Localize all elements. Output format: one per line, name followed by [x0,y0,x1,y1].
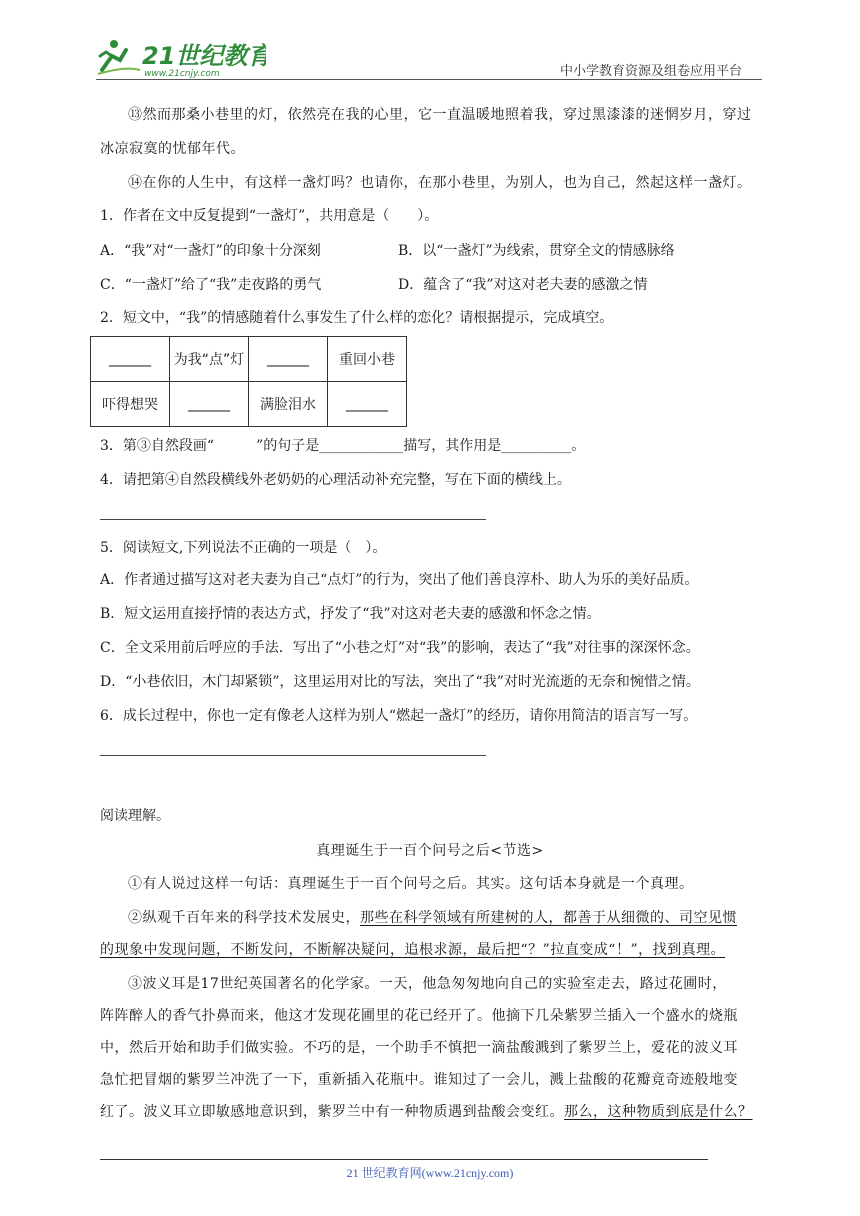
answer-line-q6[interactable] [100,755,486,756]
runner-logo-icon [98,40,140,74]
q5-option-d[interactable]: D．“小巷依旧，木门却紧锁”，这里运用对比的写法，突出了“我”对时光流逝的无奈和惋惜之情。 [100,674,700,690]
paragraph-3-line-4: 急忙把冒烟的紫罗兰冲洗了一下，重新插入花瓶中。谁知过了一会儿，溅上盐酸的花瓣竟奇迹般地变 [100,1072,738,1088]
q1-option-c[interactable]: C．“一盏灯”给了“我”走夜路的勇气 [100,277,322,293]
table-cell[interactable]: ______ [170,382,249,427]
question-6: 6．成长过程中，你也一定有像老人这样为别人“燃起一盏灯”的经历，请你用简洁的语言写一写。 [100,708,698,724]
table-cell[interactable]: ______ [328,382,407,427]
footer-text[interactable]: 21 世纪教育网(www.21cnjy.com) [346,1166,514,1180]
q5-option-b[interactable]: B．短文运用直接抒情的表达方式，抒发了“我”对这对老夫妻的感激和怀念之情。 [100,606,601,622]
table-cell: 吓得想哭 [91,382,170,427]
question-4: 4．请把第④自然段横线外老奶奶的心理活动补充完整，写在下面的横线上。 [100,472,571,488]
footer-divider [100,1159,708,1160]
question-2: 2．短文中，“我”的情感随着什么事发生了什么样的恋化？请根据提示，完成填空。 [100,310,614,326]
q1-option-a[interactable]: A．“我”对“一盏灯”的印象十分深刻 [100,243,321,259]
paragraph-13: ⑬然而那桑小巷里的灯，依然亮在我的心里，它一直温暖地照着我，穿过黑漆漆的迷惘岁月，穿过冰凉寂寞的忧郁年代。 [100,107,752,157]
question-3: 3．第③自然段画“ ”的句子是____________描写，其作用是__________。 [100,438,586,454]
paragraph-3-underlined: 那么，这种物质到底是什么？ [564,1104,753,1120]
question-1: 1．作者在文中反复提到“一盏灯”，共用意是（ ）。 [100,208,439,224]
q5-option-a[interactable]: A．作者通过描写这对老夫妻为自己“点灯”的行为，突出了他们善良淳朴、助人为乐的美好品质。 [100,572,699,588]
table-cell: 满脸泪水 [249,382,328,427]
table-row [91,337,407,382]
q1-option-d[interactable]: D．蕴含了“我”对这对老夫妻的感激之情 [398,277,648,293]
site-logo [96,36,266,80]
paragraph-2-line-1 [128,908,737,928]
paragraph-14: ⑭在你的人生中，有这样一盏灯吗？也请你，在那小巷里，为别人，也为自己，然起这样一盏灯。 [128,175,752,191]
q5-option-c[interactable]: C．全文采用前后呼应的手法．写出了“小巷之灯”对“我”的影响，表达了“我”对往事的深深怀念。 [100,640,700,656]
passage-title: 真理诞生于一百个问号之后<节选> [316,843,544,859]
table-row [91,382,407,427]
q1-option-b[interactable]: B．以“一盏灯”为线索，贯穿全文的情感脉络 [398,243,675,259]
section-heading: 阅读理解。 [100,808,170,824]
emotion-fill-table [90,336,407,427]
header-divider [96,79,762,80]
paragraph-3-line-2: 阵阵醉人的香气扑鼻而来，他这才发现花圃里的花已经开了。他摘下几朵紫罗兰插入一个盛水的烧瓶 [100,1008,738,1024]
paragraph-2-line-2: 的现象中发现问题，不断发问，不断解决疑问，追根求源，最后把“？”拉直变成“！”，找到真理。 [100,942,726,958]
table-cell[interactable]: ______ [249,337,328,382]
logo-url: www.21cnjy.com [144,69,220,79]
table-cell[interactable]: ______ [91,337,170,382]
paragraph-3-line-3: 中，然后开始和助手们做实验。不巧的是，一个助手不慎把一滴盐酸溅到了紫罗兰上，爱花的波义耳 [100,1040,738,1056]
paragraph-2-underlined: 那些在科学领域有所建树的人，都善于从细微的、司空见惯 [360,910,737,926]
platform-name: 中小学教育资源及组卷应用平台 [560,64,743,79]
paragraph-3-line-1: ③波义耳是17世纪英国著名的化学家。一天，他急匆匆地向自己的实验室走去，路过花圃时， [128,976,727,992]
table-cell: 为我“点”灯 [170,337,249,382]
paragraph-1: ①有人说过这样一句话：真理诞生于一百个问号之后。其实。这句话本身就是一个真理。 [128,876,694,892]
answer-line-q4[interactable] [100,519,486,520]
table-cell: 重回小巷 [328,337,407,382]
logo-title: 21世纪教育 [142,42,266,70]
paragraph-3-line-5 [100,1102,753,1122]
question-5: 5．阅读短文,下列说法不正确的一项是（ ）。 [100,540,387,556]
paragraph-3-plain: 红了。波义耳立即敏感地意识到，紫罗兰中有一种物质遇到盐酸会变红。 [100,1104,564,1120]
paragraph-2-plain: ②纵观千百年来的科学技术发展史， [128,910,360,926]
